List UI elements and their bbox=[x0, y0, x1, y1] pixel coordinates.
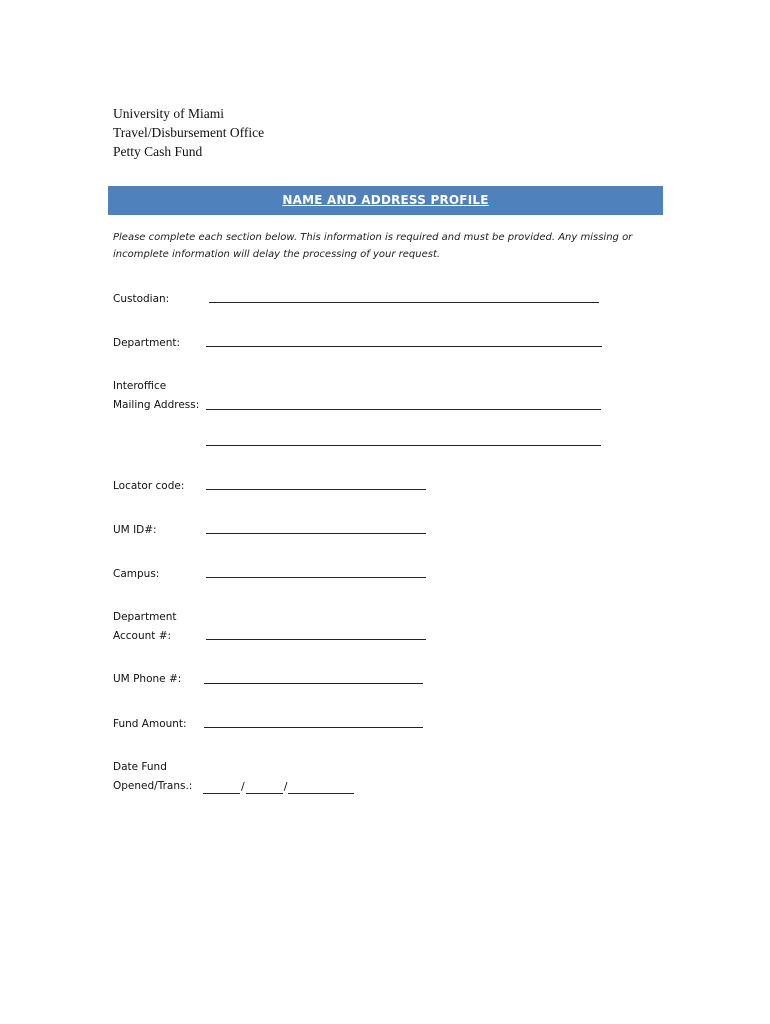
um-id-field[interactable] bbox=[206, 533, 426, 534]
banner-title: NAME AND ADDRESS PROFILE bbox=[282, 193, 489, 207]
um-phone-label: UM Phone #: bbox=[113, 673, 182, 685]
mailing-address-label: Mailing Address: bbox=[113, 399, 200, 411]
custodian-field[interactable] bbox=[209, 302, 599, 303]
interoffice-label: Interoffice bbox=[113, 380, 167, 392]
document-header bbox=[113, 104, 264, 161]
um-id-label: UM ID#: bbox=[113, 524, 157, 536]
fund-amount-label: Fund Amount: bbox=[113, 718, 187, 730]
locator-code-field[interactable] bbox=[206, 489, 426, 490]
header-fund: Petty Cash Fund bbox=[113, 144, 203, 159]
department-field[interactable] bbox=[206, 346, 602, 347]
date-day-field[interactable] bbox=[246, 780, 283, 794]
um-phone-field[interactable] bbox=[204, 683, 423, 684]
date-separator: / bbox=[283, 780, 288, 793]
date-separator: / bbox=[241, 780, 245, 793]
instructions-line-2: incomplete information will delay the processing of your request. bbox=[113, 249, 441, 260]
date-fund-label-line1: Date Fund bbox=[113, 761, 167, 773]
dept-account-field[interactable] bbox=[206, 639, 426, 640]
dept-account-label-line1: Department bbox=[113, 611, 177, 623]
fund-amount-field[interactable] bbox=[204, 727, 423, 728]
date-fund-field bbox=[203, 776, 354, 794]
date-fund-label-line2: Opened/Trans.: bbox=[113, 780, 193, 792]
date-month-field[interactable] bbox=[203, 780, 240, 794]
section-banner bbox=[108, 186, 663, 215]
campus-field[interactable] bbox=[206, 577, 426, 578]
locator-code-label: Locator code: bbox=[113, 480, 185, 492]
mailing-address-field-1[interactable] bbox=[206, 409, 601, 410]
mailing-address-field-2[interactable] bbox=[206, 445, 601, 446]
instructions-line-1: Please complete each section below. This information is required and must be provided. Any missing or bbox=[113, 232, 633, 243]
dept-account-label-line2: Account #: bbox=[113, 630, 172, 642]
instructions bbox=[113, 229, 673, 263]
campus-label: Campus: bbox=[113, 568, 160, 580]
header-university: University of Miami bbox=[113, 106, 224, 121]
department-label: Department: bbox=[113, 337, 181, 349]
custodian-label: Custodian: bbox=[113, 293, 170, 305]
header-office: Travel/Disbursement Office bbox=[113, 125, 265, 140]
date-year-field[interactable] bbox=[288, 780, 354, 794]
